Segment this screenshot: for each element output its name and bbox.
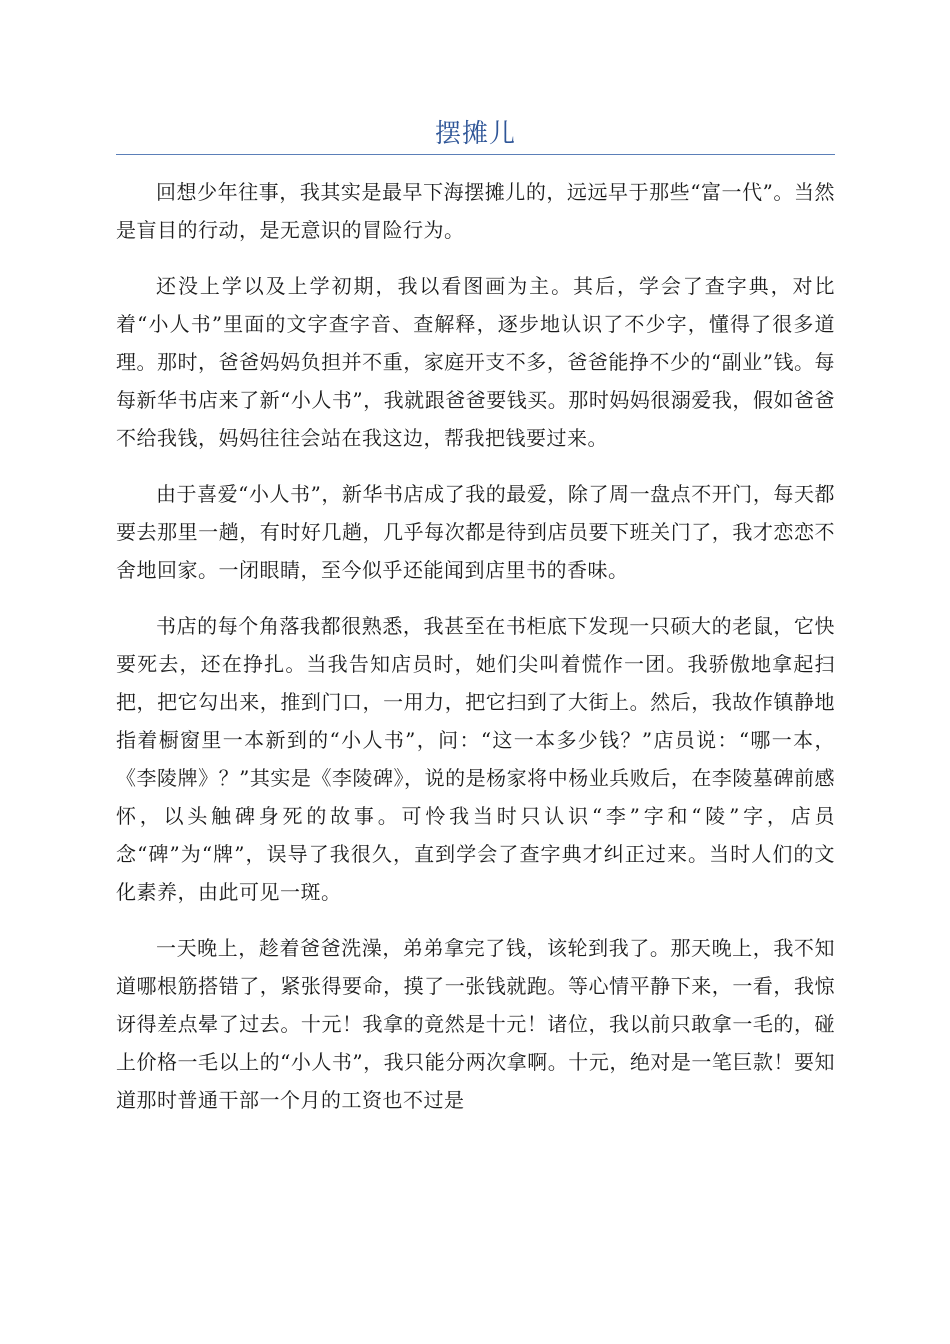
document-title: 摆摊儿 xyxy=(434,119,516,149)
paragraph-2: 还没上学以及上学初期，我以看图画为主。其后，学会了查字典，对比着“小人书”里面的文字查字音、查解释，逐步地认识了不少字，懂得了很多道理。那时，爸爸妈妈负担并不重，家庭开支不多，爸爸能挣不少的“副业”钱。每每新华书店来了新“小人书”，我就跟爸爸要钱买。那时妈妈很溺爱我，假如爸爸不给我钱，妈妈往往会站在我这边，帮我把钱要过来。 xyxy=(116,274,835,450)
paragraph-1: 回想少年往事，我其实是最早下海摆摊儿的，远远早于那些“富一代”。当然是盲目的行动，是无意识的冒险行为。 xyxy=(116,180,835,242)
paragraph-5: 一天晚上，趁着爸爸洗澡，弟弟拿完了钱，该轮到我了。那天晚上，我不知道哪根筋搭错了，紧张得要命，摸了一张钱就跑。等心情平静下来，一看，我惊讶得差点晕了过去。十元！我拿的竟然是十元！诸位，我以前只敢拿一毛的，碰上价格一毛以上的“小人书”，我只能分两次拿啊。十元，绝对是一笔巨款！要知道那时普通干部一个月的工资也不过是 xyxy=(116,936,835,1112)
title-underline xyxy=(116,154,835,155)
paragraph-3: 由于喜爱“小人书”，新华书店成了我的最爱，除了周一盘点不开门，每天都要去那里一趟，有时好几趟，几乎每次都是待到店员要下班关门了，我才恋恋不舍地回家。一闭眼睛，至今似乎还能闻到店里书的香味。 xyxy=(116,482,835,582)
paragraph-4: 书店的每个角落我都很熟悉，我甚至在书柜底下发现一只硕大的老鼠，它快要死去，还在挣扎。当我告知店员时，她们尖叫着慌作一团。我骄傲地拿起扫把，把它勾出来，推到门口，一用力，把它扫到了大街上。然后，我故作镇静地指着橱窗里一本新到的“小人书”，问：“这一本多少钱？”店员说：“哪一本，《李陵牌》？”其实是《李陵碑》，说的是杨家将中杨业兵败后，在李陵墓碑前感怀，以头触碑身死的故事。可怜我当时只认识“李”字和“陵”字，店员念“碑”为“牌”，误导了我很久，直到学会了查字典才纠正过来。当时人们的文化素养，由此可见一斑。 xyxy=(116,614,835,904)
document-page xyxy=(116,0,835,1119)
